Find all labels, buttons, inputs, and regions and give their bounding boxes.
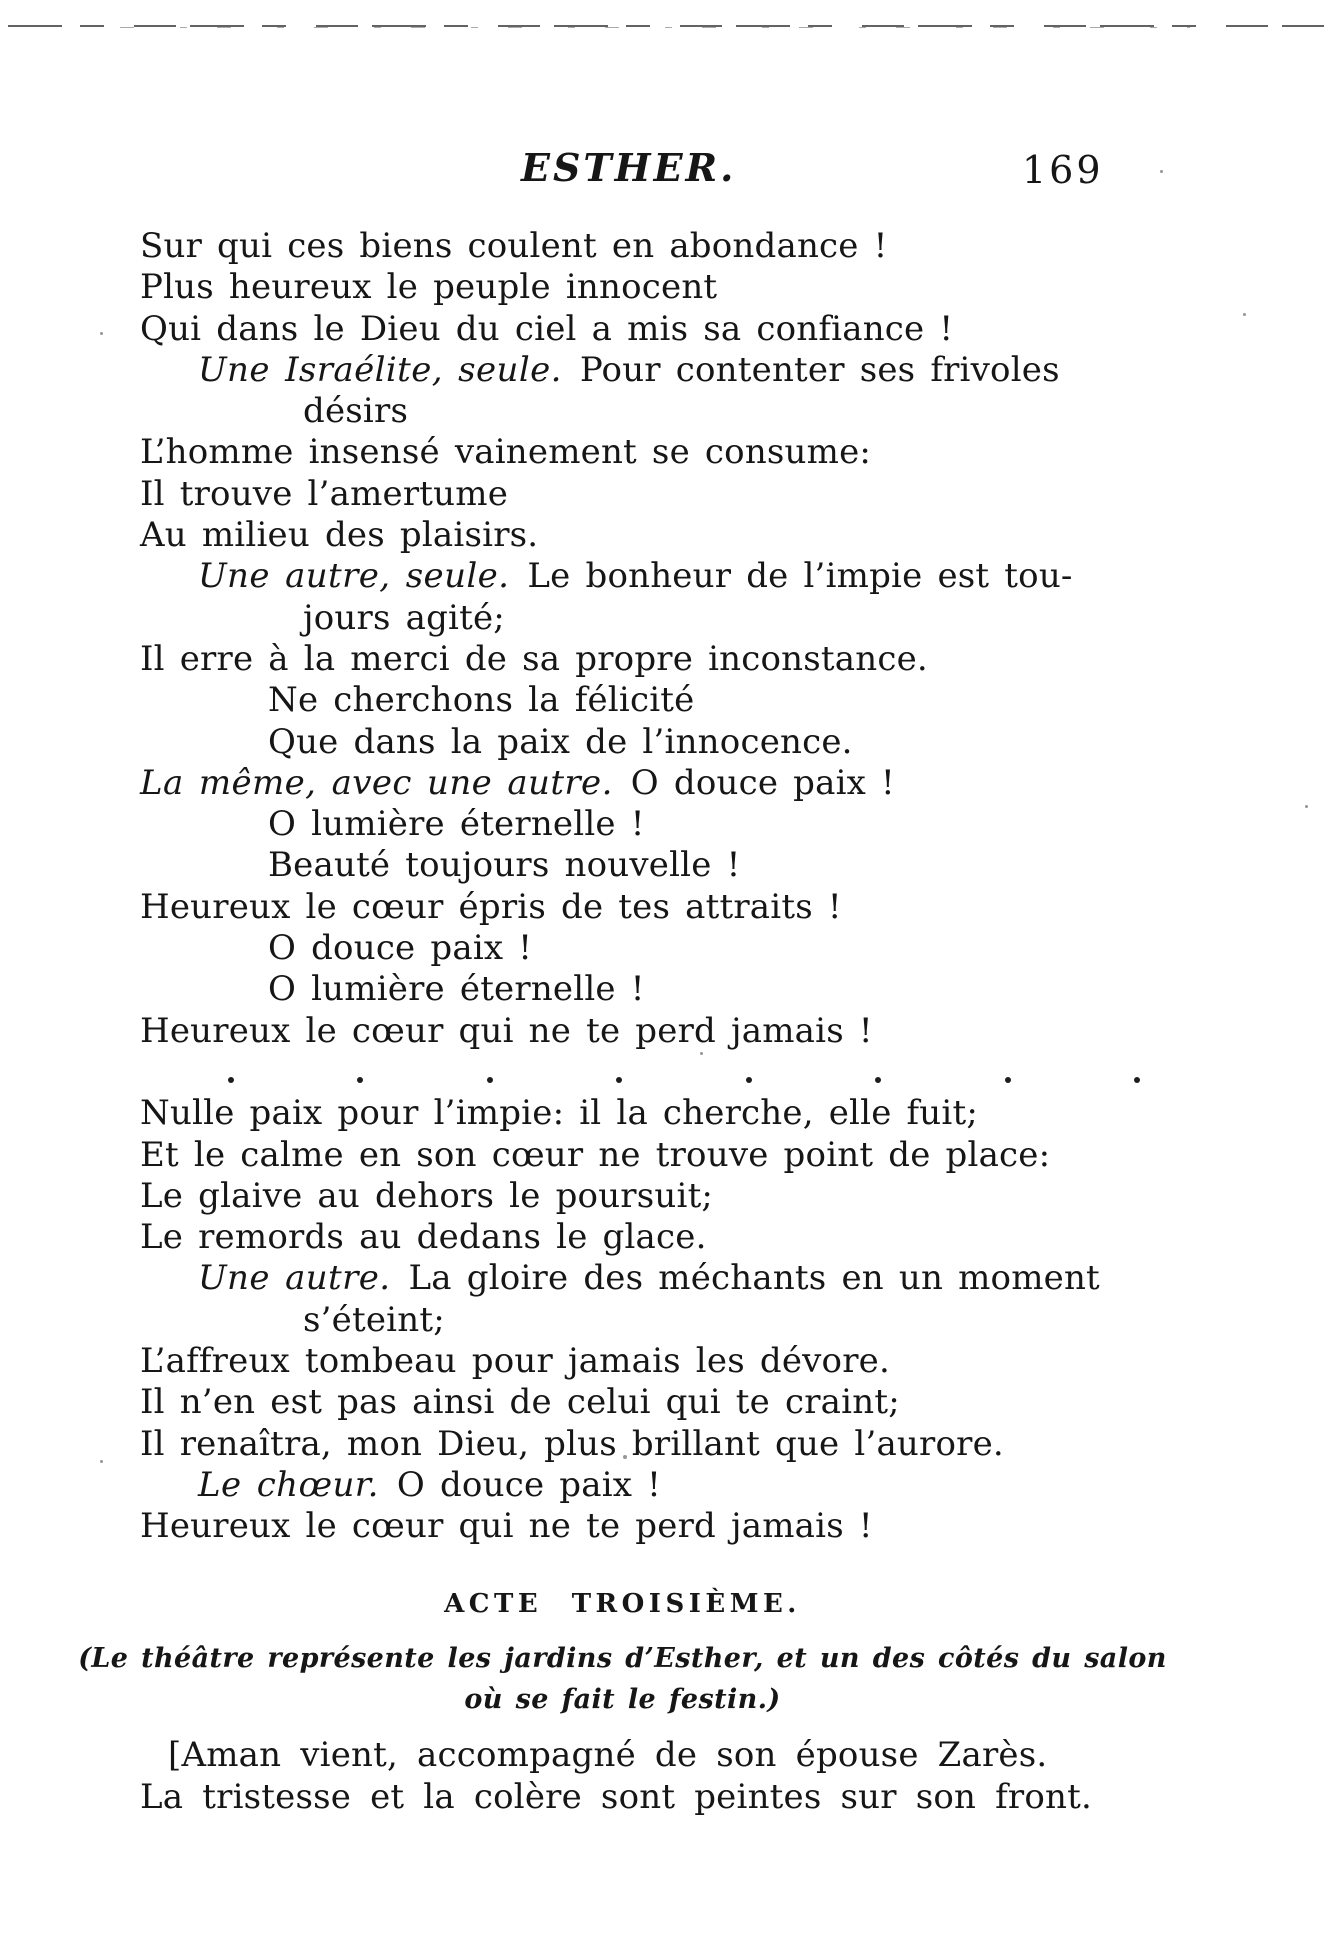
speaker-label: Une autre. [198,1258,391,1299]
verse-text: Ne cherchons la félicité [268,680,695,721]
poem-line [140,1093,1290,1134]
verse-text: Il n’en est pas ainsi de celui qui te craint; [140,1382,900,1423]
stage-direction-line: (Le théâtre représente les jardins d’Esther, et un des côtés du salon [78,1643,1167,1674]
stanza-divider-dots [228,1077,1140,1083]
verse-text: Beauté toujours nouvelle ! [268,845,741,886]
poem-line [140,1217,1290,1258]
poem-line [140,432,1290,473]
verse-text: s’éteint; [303,1299,445,1340]
verse-text: Que dans la paix de l’innocence. [268,721,853,762]
poem-line [140,763,1290,804]
poem-line [198,1258,1290,1299]
narration-line: [Aman vient, accompagné de son épouse Zarès. [168,1735,1048,1775]
verse-text: O lumière éternelle ! [268,804,645,845]
poem-line [303,1300,1290,1341]
verse-text: L’homme insensé vainement se consume: [140,432,872,473]
verse-text: O douce paix ! [268,928,533,969]
scan-speck [1160,170,1163,173]
poem-line [140,1135,1290,1176]
divider-dot [357,1077,363,1083]
verse-text: L’affreux tombeau pour jamais les dévore. [140,1341,891,1382]
verse-text: Nulle paix pour l’impie: il la cherche, elle fuit; [140,1093,978,1134]
poem-line [198,556,1290,597]
scan-speck [100,332,103,335]
verse-text: O douce paix ! [630,762,895,803]
verse-text: Il renaîtra, mon Dieu, plus brillant que l’aurore. [140,1423,1004,1464]
poem-line [303,598,1290,639]
verse-text: Heureux le cœur qui ne te perd jamais ! [140,1506,873,1547]
verse-text: Au milieu des plaisirs. [140,515,539,556]
verse-text: Il trouve l’amertume [140,473,509,514]
verse-text: Sur qui ces biens coulent en abondance ! [140,226,888,266]
poem-line [303,391,1290,432]
poem-line [140,267,1290,308]
verse-text: jours agité; [303,597,505,638]
scan-artifact-line-2 [90,27,1190,28]
verse-text: Plus heureux le peuple innocent [140,267,718,308]
poem-line [268,804,1290,845]
page-number: 169 [1022,148,1104,192]
poem-line [268,928,1290,969]
verse-text: Heureux le cœur qui ne te perd jamais ! [140,1010,873,1051]
speaker-label: Une Israélite, seule. [198,349,562,390]
scan-speck [1305,805,1308,808]
divider-dot [746,1077,752,1083]
poem-line [140,1506,1290,1547]
verse-text: O lumière éternelle ! [268,969,645,1010]
divider-dot [487,1077,493,1083]
narration-block [140,1735,1200,1818]
divider-dot [616,1077,622,1083]
poem-line [268,680,1290,721]
divider-dot [1005,1077,1011,1083]
poem-line [140,226,1290,267]
poem-line [140,1341,1290,1382]
divider-dot [1134,1077,1140,1083]
poem-line [140,887,1290,928]
poem-line [268,722,1290,763]
poem-line [140,1382,1290,1423]
poem-line [268,845,1290,886]
poem-line [140,309,1290,350]
stanza-divider [140,1052,1290,1093]
verse-text: O douce paix ! [396,1464,662,1505]
stage-direction [0,1638,1245,1720]
poem-line [140,639,1290,680]
divider-dot [875,1077,881,1083]
speaker-label: Une autre, seule. [198,556,510,597]
verse-text: désirs [303,391,409,432]
poem-line [198,1465,1290,1506]
speaker-label: Le chœur. [198,1464,379,1505]
verse-text: Le bonheur de l’impie est tou- [527,556,1073,597]
poem-line [268,969,1290,1010]
poem-line [140,1424,1290,1465]
verse-text: Pour contenter ses frivoles [579,349,1060,390]
running-title: ESTHER. [521,145,737,190]
poem-line [198,350,1290,391]
verse-text: Il erre à la merci de sa propre inconstance. [140,638,928,679]
narration-line: La tristesse et la colère sont peintes sur son front. [140,1776,1093,1817]
act-heading: ACTE TROISIÈME. [444,1589,801,1619]
poem-line [140,474,1290,515]
speaker-label: La même, avec une autre. [140,762,613,803]
scan-speck [100,1460,103,1463]
verse-text: Heureux le cœur épris de tes attraits ! [140,886,842,927]
verse-text: Le glaive au dehors le poursuit; [140,1175,714,1216]
poem-line [140,1011,1290,1052]
verse-text: Qui dans le Dieu du ciel a mis sa confiance ! [140,308,954,349]
poem-line [140,515,1290,556]
verse-text: Et le calme en son cœur ne trouve point de place: [140,1134,1051,1175]
divider-dot [228,1077,234,1083]
verse-text: La gloire des méchants en un moment [408,1258,1100,1299]
poem-line [140,1176,1290,1217]
stage-direction-line: où se fait le festin.) [464,1684,781,1715]
verse-text: Le remords au dedans le glace. [140,1217,707,1258]
poem-text-block [140,226,1290,1548]
